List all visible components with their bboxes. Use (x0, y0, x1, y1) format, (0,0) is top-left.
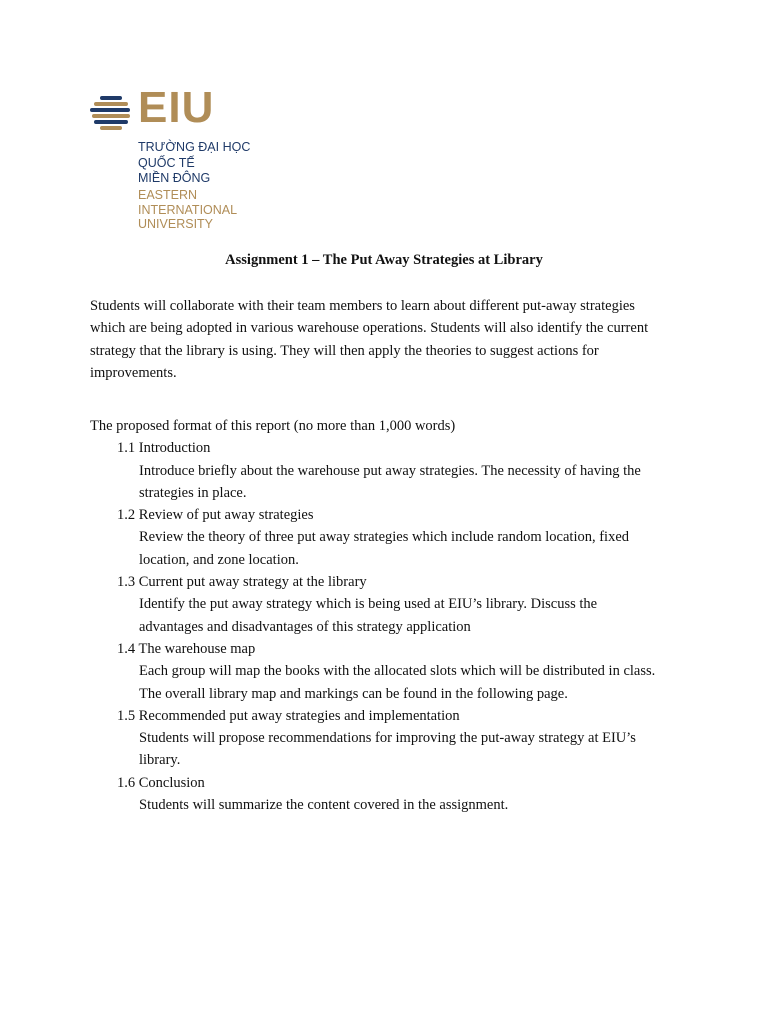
report-format-section (90, 415, 690, 816)
logo-vietnamese-name (138, 140, 250, 187)
section-body-line: The overall library map and markings can be found in the following page. (139, 685, 568, 702)
section-body-line: Review the theory of three put away strategies which include random location, fixed (139, 529, 630, 546)
logo-en-line: INTERNATIONAL (138, 202, 238, 217)
section-1-6 (90, 772, 690, 817)
logo-vn-line: MIỀN ĐÔNG (138, 171, 211, 185)
logo-vn-line: TRƯỜNG ĐẠI HỌC (138, 140, 251, 154)
section-body-line: Identify the put away strategy which is being used at EIU’s library. Discuss the (139, 596, 598, 613)
section-body-line: location, and zone location. (139, 551, 299, 568)
intro-line: Students will collaborate with their team members to learn about different put-away strategies (90, 298, 635, 314)
section-1-1 (90, 437, 690, 504)
logo-en-line: EASTERN (138, 188, 198, 202)
section-body-line: Introduce briefly about the warehouse put away strategies. The necessity of having the (139, 462, 641, 479)
logo-vn-line: QUỐC TẾ (138, 155, 195, 170)
section-body-line: Students will propose recommendations for improving the put-away strategy at EIU’s (139, 730, 636, 747)
section-1-5 (90, 705, 690, 772)
section-heading: 1.3 Current put away strategy at the library (117, 574, 367, 591)
intro-line: strategy that the library is using. They will then apply the theories to suggest actions for (90, 342, 599, 359)
section-1-2 (90, 504, 690, 571)
document-title: Assignment 1 – The Put Away Strategies at Library (225, 252, 543, 268)
section-body-line: Each group will map the books with the allocated slots which will be distributed in class. (139, 663, 656, 680)
section-body-line: Students will summarize the content covered in the assignment. (139, 797, 509, 814)
logo-english-name (138, 188, 237, 232)
section-heading: 1.1 Introduction (117, 440, 211, 457)
intro-paragraph (90, 295, 690, 384)
intro-line: which are being adopted in various warehouse operations. Students will also identify the current (90, 320, 649, 337)
section-1-4 (90, 638, 690, 705)
section-body-line: strategies in place. (139, 484, 247, 501)
eiu-stripes-icon (90, 96, 134, 132)
section-heading: 1.4 The warehouse map (117, 640, 256, 657)
section-heading: 1.6 Conclusion (117, 774, 205, 791)
logo-wordmark: EIU (138, 83, 215, 132)
section-body-line: advantages and disadvantages of this strategy application (139, 618, 471, 635)
section-body-line: library. (139, 752, 181, 769)
section-heading: 1.5 Recommended put away strategies and implementation (117, 707, 460, 724)
eiu-logo (90, 83, 260, 234)
section-heading: 1.2 Review of put away strategies (117, 507, 314, 524)
section-1-3 (90, 571, 690, 638)
proposal-heading: The proposed format of this report (no more than 1,000 words) (90, 418, 456, 434)
intro-line: improvements. (90, 364, 177, 381)
logo-en-line: UNIVERSITY (138, 217, 214, 231)
